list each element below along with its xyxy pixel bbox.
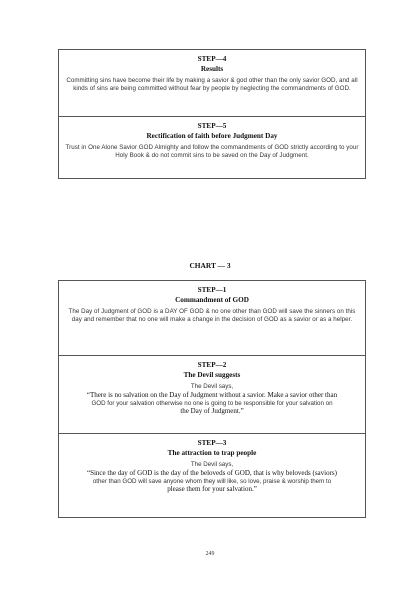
step-2-quote-line-3: the Day of Judgment.” [180, 407, 244, 415]
step-2-title: The Devil suggests [183, 371, 241, 379]
step-5-text: Trust in One Alone Savior GOD Almighty and follow the commandments of GOD strictly according to your Holy Book & do not commit sins to be saved on the Day of Judgment. [65, 144, 359, 160]
step-4-cell [59, 50, 365, 116]
step-3-title: The attraction to trap people [167, 449, 257, 457]
page-number: 249 [205, 551, 215, 557]
step-1-text: The Day of Judgment of GOD is a DAY OF GOD & no one other than GOD will save the sinners on this day and remember that no one will make a change in the decision of GOD as a savior or as a helper. [68, 308, 356, 324]
step-2-heading: STEP—2 [197, 361, 227, 369]
step-2-cell [59, 355, 365, 433]
step-3-cell [59, 433, 365, 517]
step-1-cell [59, 281, 365, 355]
step-5-title: Rectification of faith before Judgment Day [146, 132, 278, 140]
step-4-heading: STEP—4 [197, 55, 227, 63]
step-4-title: Results [200, 65, 224, 73]
step-2-quote-line-1: “There is no salvation on the Day of Judgment without a savior. Make a savior other than [86, 391, 338, 400]
step-3-heading: STEP—3 [197, 439, 227, 447]
step-2-quote-line-2: GOD for your salvation otherwise no one is going to be responsible for your salvation on [91, 400, 333, 407]
chart-title: CHART — 3 [189, 261, 231, 270]
step-1-title: Commandment of GOD [175, 296, 249, 304]
step-5-heading: STEP—5 [197, 122, 227, 130]
step-1-heading: STEP—1 [197, 286, 227, 294]
steps-box-bottom [58, 280, 366, 518]
step-4-text: Committing sins have become their life by making a savior & god other than the only savior GOD, and all kinds of sins are being committed without fear by people by neglecting the commandments of GOD. [66, 77, 358, 93]
step-3-devil-says: The Devil says, [190, 461, 234, 468]
step-3-quote-line-2: other than GOD will save anyone whom they will like, so love, praise & worship them to [92, 478, 332, 485]
step-3-quote-line-3: please them for your salvation.” [167, 485, 257, 493]
step-3-quote-line-1: “Since the day of GOD is the day of the beloveds of GOD, that is why beloveds (saviors) [86, 469, 337, 478]
steps-box-top [58, 49, 366, 179]
step-5-cell [59, 116, 365, 178]
step-2-devil-says: The Devil says, [190, 383, 234, 390]
